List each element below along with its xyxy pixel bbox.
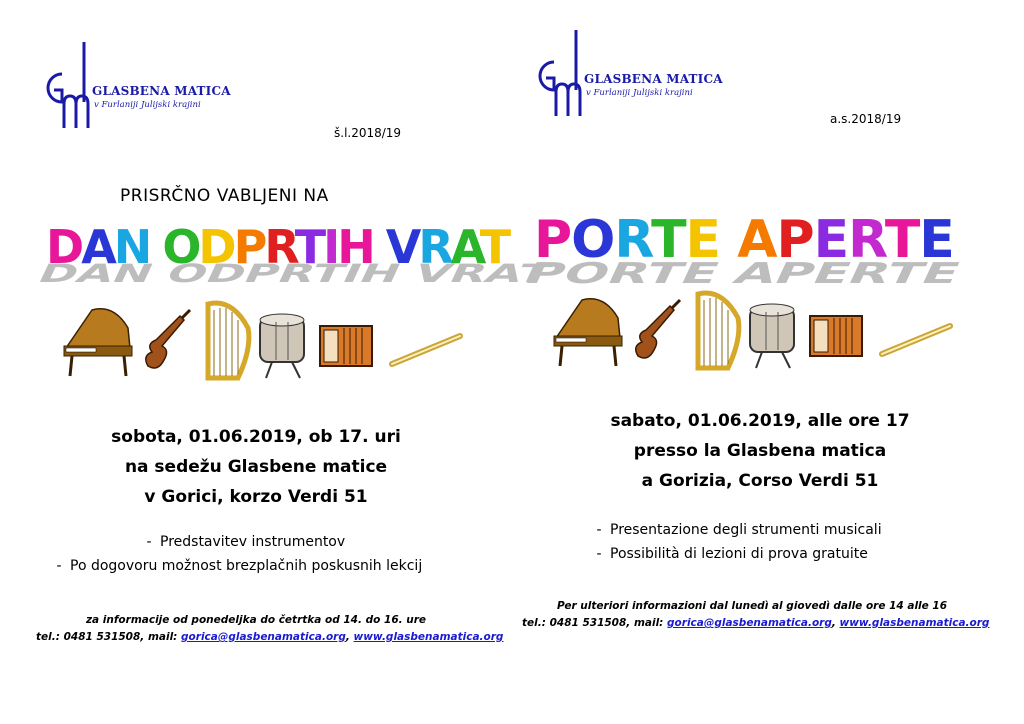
title-letter: A [450,220,480,274]
gm-logo-icon [532,28,592,120]
logo-subtitle: v Furlaniji Julijski krajini [586,88,693,98]
title-letter: D [46,220,82,274]
title-letter: E [685,210,721,270]
title-letter: E [813,210,849,270]
title-letter: O [571,210,615,270]
list-item: - Possibilità di lezioni di prova gratuite [596,546,868,562]
title-letter: T [294,220,324,274]
drum-icon [260,314,304,378]
title-letter: D [198,220,234,274]
title-letter: R [614,210,652,270]
italian-flyer [512,0,1024,724]
logo [40,40,231,132]
title-letter [149,220,162,274]
event-title [534,210,954,270]
list-item: - Po dogovoru možnost brezplačnih poskusnih lekcij [56,558,423,574]
accordion-icon [320,326,372,366]
event-address: a Gorizia, Corso Verdi 51 [641,471,879,491]
contact-info [36,612,504,646]
title-letter: A [737,210,777,270]
bullet-list [48,530,422,578]
flute-icon [882,326,950,354]
harp-icon [208,303,249,378]
email-link[interactable]: gorica@glasbenamatica.org [181,631,346,643]
instruments-row [552,288,962,378]
list-item: - Presentazione degli strumenti musicali [596,522,882,538]
title-letter: R [418,220,451,274]
school-year: š.l.2018/19 [334,126,402,140]
contact-hours: za informacije od ponedeljka do četrtka od 14. do 16. ure [85,614,427,626]
title-letter: N [113,220,150,274]
website-link[interactable]: www.glasbenamatica.org [353,631,504,643]
title-letter: P [776,210,814,270]
event-details [60,422,452,512]
school-year: a.s.2018/19 [830,112,902,126]
grand-piano-icon [64,309,132,376]
contact-hours: Per ulteriori informazioni dal lunedì al giovedì dalle ore 14 alle 16 [556,600,948,612]
contact-info [522,598,990,632]
gm-logo-icon [40,40,100,132]
website-link[interactable]: www.glasbenamatica.org [839,617,990,629]
title-letter: A [81,220,114,274]
event-title [46,220,509,274]
email-link[interactable]: gorica@glasbenamatica.org [667,617,832,629]
contact-line: tel.: 0481 531508, mail: gorica@glasbenamatica.org, www.glasbenamatica.org [36,631,504,643]
title-letter: R [264,220,295,274]
instruments-row [62,298,472,388]
title-letter [373,220,386,274]
title-letter: T [884,210,920,270]
title-letter: T [651,210,686,270]
title-letter: T [479,220,509,274]
grand-piano-icon [554,299,622,366]
event-details [564,406,956,496]
list-item: - Predstavitev instrumentov [146,534,346,550]
title-letter: E [919,210,954,270]
title-letter: H [337,220,373,274]
violin-icon [636,300,680,358]
invite-heading: PRISRČNO VABLJENI NA [120,186,329,206]
contact-line: tel.: 0481 531508, mail: gorica@glasbenamatica.org, www.glasbenamatica.org [522,617,990,629]
event-venue: presso la Glasbena matica [633,441,887,461]
logo-subtitle: v Furlaniji Julijski krajini [94,100,201,110]
title-letter: V [385,220,419,274]
title-letter: I [323,220,338,274]
drum-icon [750,304,794,368]
event-date: sobota, 01.06.2019, ob 17. uri [111,427,401,447]
flute-icon [392,336,460,364]
title-shadow: DAN ODPRTIH VRAT [32,258,557,289]
logo-name: GLASBENA MATICA [92,84,231,98]
title-letter: R [848,210,885,270]
logo [532,28,723,120]
title-letter: P [233,220,265,274]
event-address: v Gorici, korzo Verdi 51 [144,487,368,507]
event-venue: na sedežu Glasbene matice [124,457,388,477]
title-letter: P [534,210,572,270]
title-shadow: PORTE APERTE [518,257,967,291]
violin-icon [146,310,190,368]
bullet-list [588,518,882,566]
harp-icon [698,293,739,368]
accordion-icon [810,316,862,356]
title-letter [720,210,737,270]
event-date: sabato, 01.06.2019, alle ore 17 [610,411,910,431]
title-letter: O [162,220,199,274]
logo-name: GLASBENA MATICA [584,72,723,86]
